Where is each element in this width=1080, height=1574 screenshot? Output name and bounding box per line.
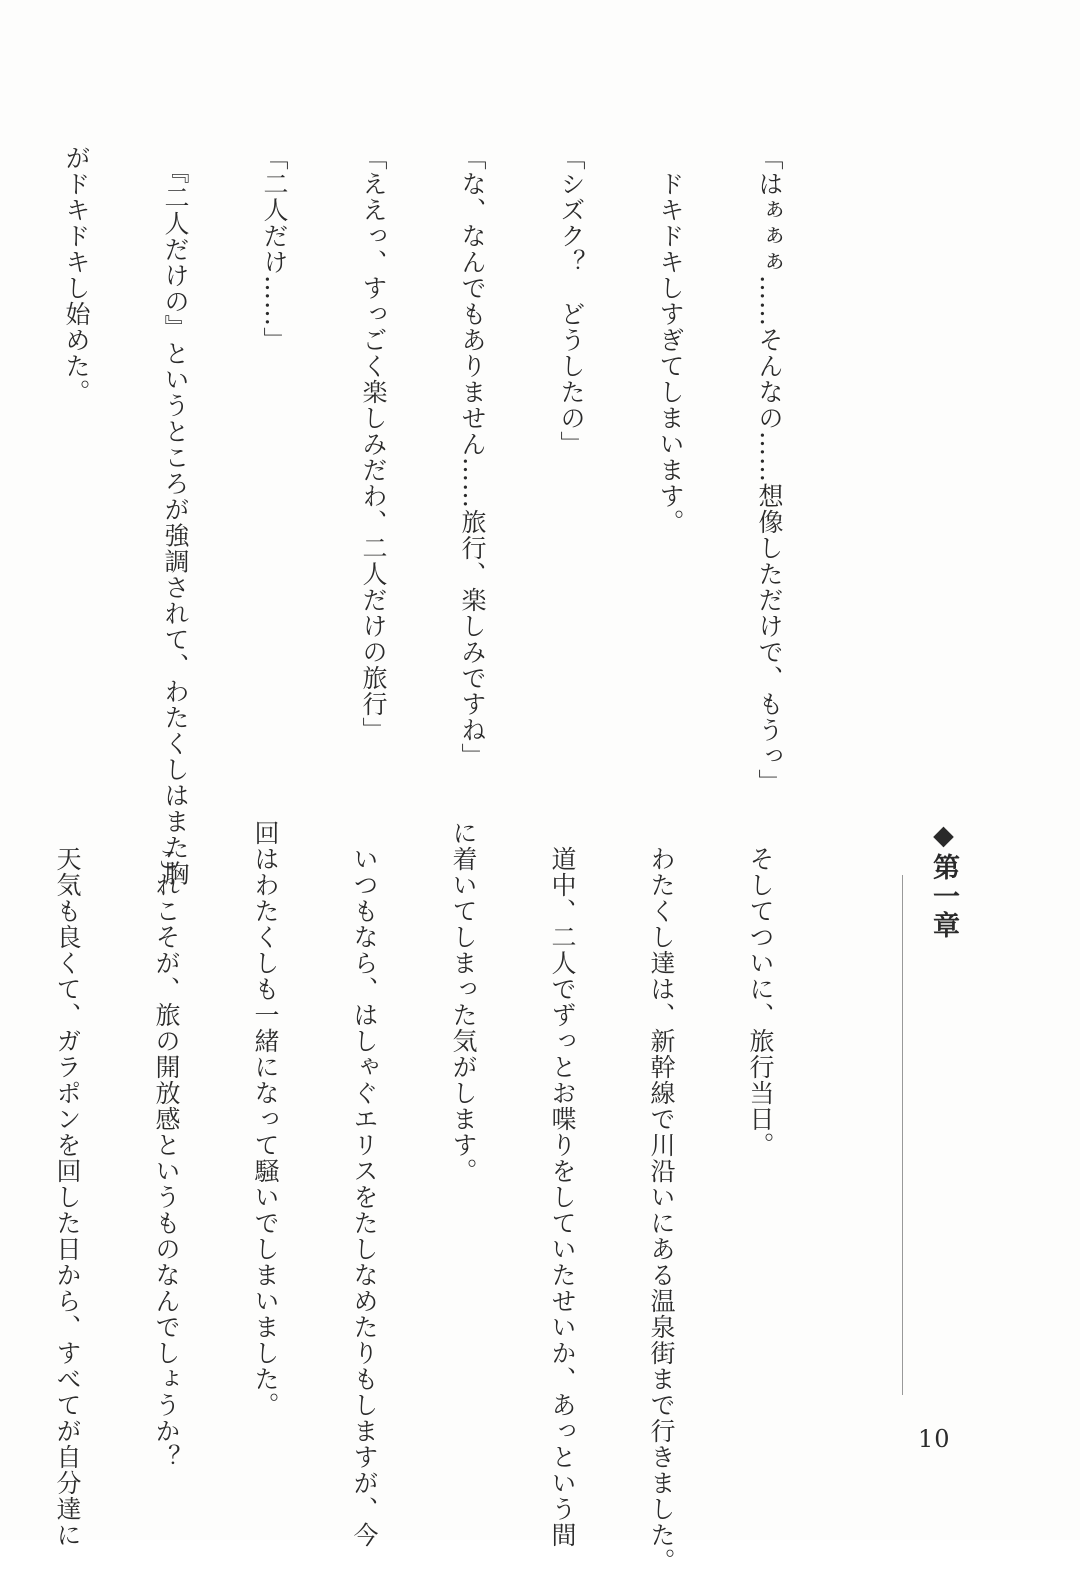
bottom-text-block — [0, 820, 843, 1574]
text-line: 『二人だけの』というところが強調されて、わたくしはまた胸 — [161, 145, 190, 887]
text-line: 道中、二人でずっとお喋りをしていたせいか、あっという間 — [548, 820, 577, 1548]
text-line: ドキドキしすぎてしまいます。 — [656, 145, 685, 535]
text-line: わたくし達は、新幹線で川沿いにある温泉街まで行きました。 — [647, 820, 676, 1574]
text-line: 「シズク？ どうしたの」 — [557, 145, 586, 457]
text-line: 回はわたくしも一緒になって騒いでしまいました。 — [251, 820, 280, 1418]
page-number: 10 — [918, 1425, 951, 1453]
chapter-divider — [902, 875, 903, 1395]
text-line: 天気も良くて、ガラポンを回した日から、すべてが自分達に — [53, 820, 82, 1548]
text-line: 「はぁぁぁ……そんなの……想像しただけで、もうっ」 — [755, 145, 784, 795]
chapter-heading: ◆第一章 — [928, 820, 959, 940]
text-line: がドキドキし始めた。 — [62, 145, 91, 405]
text-line: 「ええっ、すっごく楽しみだわ、二人だけの旅行」 — [359, 145, 388, 743]
text-line: いつもなら、はしゃぐエリスをたしなめたりもしますが、今 — [350, 820, 379, 1548]
text-line: これこそが、旅の開放感というものなんでしょうか？ — [152, 820, 181, 1470]
top-text-block — [0, 145, 852, 887]
text-line: に着いてしまった気がします。 — [449, 820, 478, 1184]
text-line: 「二人だけ……」 — [260, 145, 289, 353]
text-line: そしてついに、旅行当日。 — [746, 820, 775, 1158]
text-line: 「な、なんでもありません……旅行、楽しみですね」 — [458, 145, 487, 769]
